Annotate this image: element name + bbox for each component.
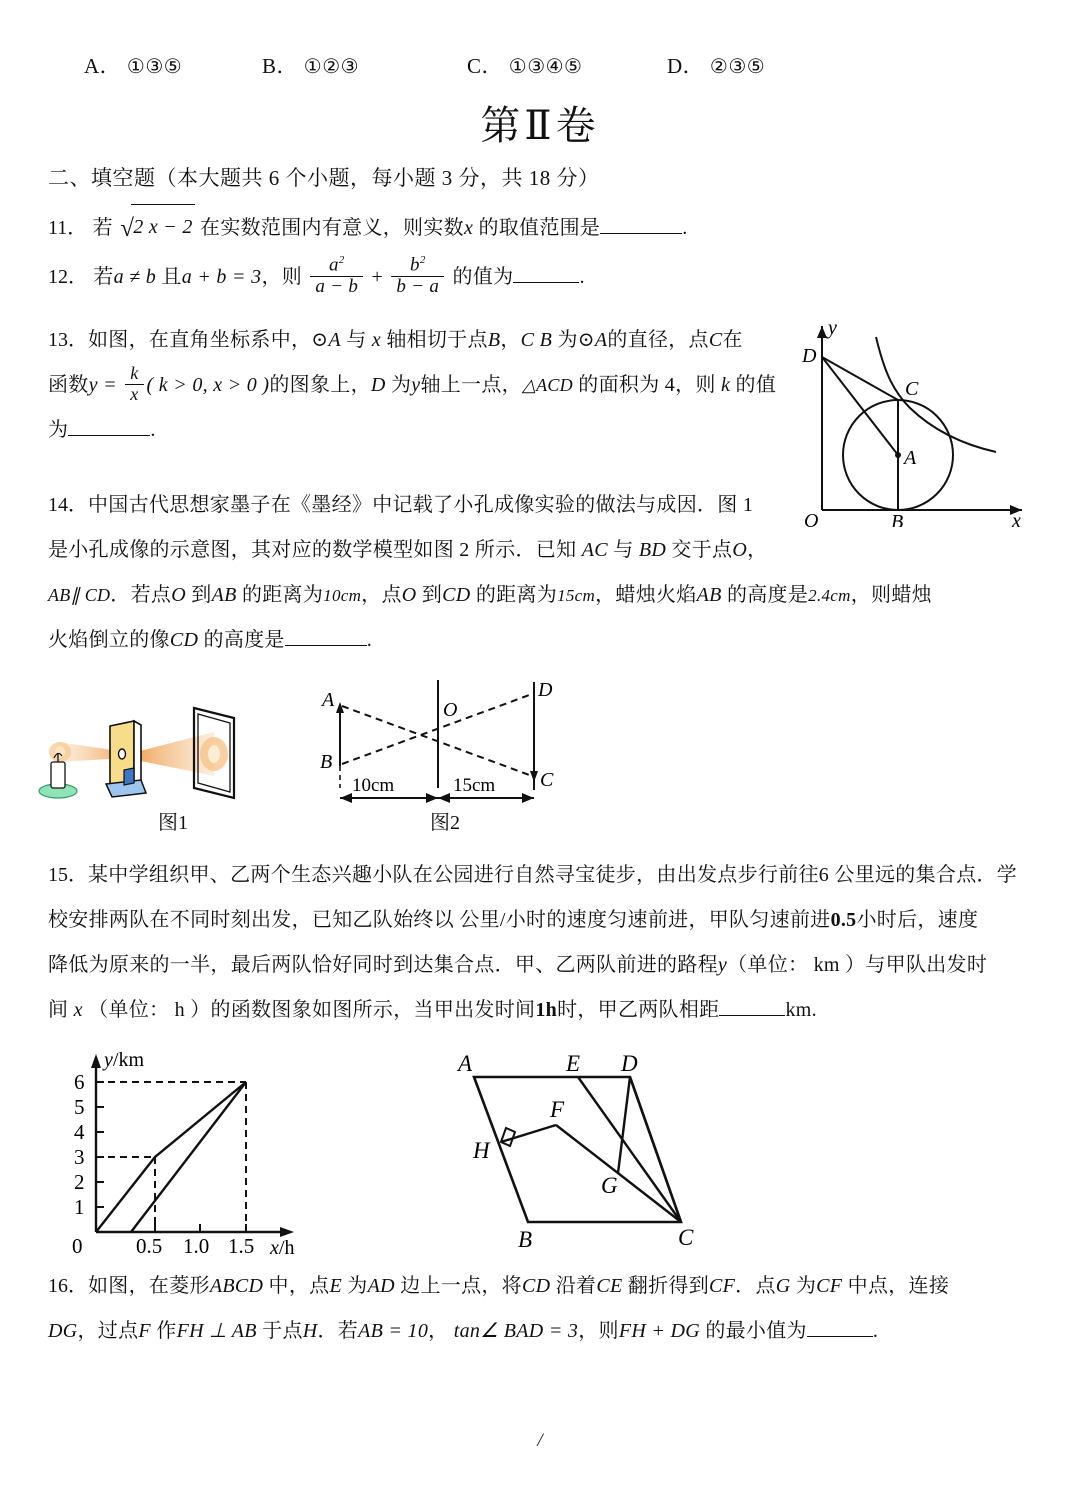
q14-O: O xyxy=(732,539,748,561)
q15-t5: （单位： km ）与甲队出发时 xyxy=(727,954,988,976)
q16-t14: ， xyxy=(428,1320,449,1342)
ytick-6: 6 xyxy=(74,1070,85,1094)
question-15-line-1 xyxy=(48,853,1038,898)
q14-t2: 是小孔成像的示意图，其对应的数学模型如图 2 所示．已知 xyxy=(48,539,577,561)
q16-F: F xyxy=(138,1320,151,1342)
svg-text:10cm: 10cm xyxy=(352,775,395,796)
figure-q15-distance-time-chart xyxy=(38,1042,328,1257)
label-H: H xyxy=(473,1138,490,1163)
q14-t3: 与 xyxy=(613,539,634,561)
question-13 xyxy=(48,318,808,453)
q13-condition: ( k > 0, x > 0 ) xyxy=(146,374,270,396)
choice-c[interactable] xyxy=(467,50,667,80)
question-14-line-1 xyxy=(48,483,818,528)
q16-t13: ．若 xyxy=(317,1320,359,1342)
square-root-expression: √2 x − 2 xyxy=(118,205,195,251)
question-11-variable: x xyxy=(463,217,474,239)
q14-t14: ，则蜡烛 xyxy=(850,584,932,606)
series-jia xyxy=(96,1082,246,1232)
q16-t2: 中，点 xyxy=(268,1275,330,1297)
question-16 xyxy=(48,1264,1038,1354)
ytick-3: 3 xyxy=(74,1145,85,1169)
choice-d[interactable] xyxy=(667,50,847,80)
q15-t2: 校安排两队在不同时刻出发，已知乙队始终以 公里/小时的速度匀速前进，甲队匀速前进 xyxy=(48,909,831,931)
question-12-text-4: 的值为 xyxy=(452,266,514,288)
choice-c-label: C． xyxy=(467,54,504,78)
label-A: A xyxy=(458,1051,473,1076)
question-15-number: 15． xyxy=(48,864,88,886)
q15-t6: 间 xyxy=(48,999,69,1021)
question-15-line-4 xyxy=(48,988,1038,1033)
answer-blank-15[interactable] xyxy=(719,1015,785,1016)
choice-a-value: ①③⑤ xyxy=(126,56,183,78)
q13-B: B xyxy=(487,329,501,351)
page-title: 第Ⅱ卷 xyxy=(480,103,600,149)
q16-t11: 作 xyxy=(156,1320,177,1342)
q13-t8: 函数 xyxy=(48,374,89,396)
q13-t10: 为 xyxy=(390,374,412,396)
figure-1-caption: 图1 xyxy=(158,812,188,834)
question-14-line-2 xyxy=(48,528,1038,573)
q14-AC: AC xyxy=(581,539,608,561)
ytick-2: 2 xyxy=(74,1170,85,1194)
q13-t13: 的值 xyxy=(735,374,777,396)
question-11-period: . xyxy=(682,217,688,239)
svg-text:y: y xyxy=(828,317,837,339)
section-heading: 二、填空题（本大题共 6 个小题，每小题 3 分，共 18 分） xyxy=(48,166,600,190)
choice-d-value: ②③⑤ xyxy=(709,56,766,78)
q14-O2: O xyxy=(171,584,186,606)
q16-G: G xyxy=(775,1275,791,1297)
q14-t1: 中国古代思想家墨子在《墨经》中记载了小孔成像实验的做法与成因．图 1 xyxy=(88,494,754,516)
q16-t9: 中点，连接 xyxy=(847,1275,950,1297)
q13-circle-A2: A xyxy=(594,329,608,351)
q15-t3: 小时后，速度 xyxy=(856,909,979,931)
svg-text:x: x xyxy=(1012,510,1021,527)
q15-duration: 0.5 xyxy=(830,909,857,931)
question-11-text-3: 的取值范围是 xyxy=(478,217,601,239)
answer-blank-12[interactable] xyxy=(513,282,579,283)
q13-D: D xyxy=(370,374,386,396)
ytick-4: 4 xyxy=(74,1120,85,1144)
question-12 xyxy=(48,255,1028,300)
answer-blank-16[interactable] xyxy=(807,1336,873,1337)
q15-t1: 某中学组织甲、乙两个生态兴趣小队在公园进行自然寻宝徒步，由出发点步行前往6 公里远的集合点．学 xyxy=(88,864,1018,886)
label-C: C xyxy=(678,1225,694,1250)
question-16-line-2 xyxy=(48,1309,1038,1354)
q16-FH-perp-AB: FH ⊥ AB xyxy=(176,1320,257,1342)
answer-blank-11[interactable] xyxy=(600,233,682,234)
q14-CD: CD xyxy=(442,584,471,606)
q13-circle-A: A xyxy=(328,329,341,351)
q16-t7: ．点 xyxy=(735,1275,776,1297)
question-11 xyxy=(48,205,1028,251)
xtick-0: 0 xyxy=(72,1234,83,1257)
q16-t5: 沿着 xyxy=(555,1275,597,1297)
question-12-text-3: ，则 xyxy=(261,266,303,288)
question-13-number: 13． xyxy=(48,329,88,351)
question-12-number: 12． xyxy=(48,266,88,288)
q16-AD: AD xyxy=(367,1275,395,1297)
plus-sign: + xyxy=(371,266,384,288)
svg-text:D: D xyxy=(538,679,553,701)
q14-AB2: AB xyxy=(696,584,722,606)
q16-t4: 边上一点，将 xyxy=(400,1275,522,1297)
question-11-number: 11． xyxy=(48,217,88,239)
choice-a-label: A． xyxy=(84,54,122,78)
q16-period: . xyxy=(872,1320,879,1342)
q15-time: 1h xyxy=(535,999,558,1021)
q16-t15: ，则 xyxy=(578,1320,619,1342)
fraction-x-denominator: x xyxy=(125,384,143,404)
q14-distance-2: 15cm xyxy=(557,586,596,605)
q16-t10: ，过点 xyxy=(77,1320,139,1342)
fraction-2-numerator: $b^2$ xyxy=(410,254,426,276)
q16-tan-value: tan∠ BAD = 3 xyxy=(453,1320,579,1342)
q14-distance-1: 10cm xyxy=(323,586,362,605)
q16-CD: CD xyxy=(522,1275,551,1297)
svg-text:A: A xyxy=(904,447,917,469)
fraction-2-denominator: b − a xyxy=(391,276,444,298)
q14-t13: 的高度是 xyxy=(726,584,809,606)
page-footer: / xyxy=(537,1430,543,1451)
q14-O3: O xyxy=(401,584,417,606)
q16-DG: DG xyxy=(48,1320,78,1342)
svg-text:B: B xyxy=(891,511,904,527)
q16-H: H xyxy=(302,1320,318,1342)
q13-t4: ， xyxy=(500,329,521,351)
ytick-1: 1 xyxy=(74,1195,85,1219)
xtick-10: 1.0 xyxy=(183,1234,210,1257)
q13-x: x xyxy=(371,329,382,351)
figure-2-geometric-model xyxy=(310,668,580,834)
question-13-line-3 xyxy=(48,408,808,453)
q13-t2: 与 xyxy=(346,329,367,351)
question-11-text-2: 在实数范围内有意义，则实数 xyxy=(200,217,464,239)
question-12-period: . xyxy=(579,266,585,288)
fraction-k-over-x xyxy=(125,364,143,404)
question-14 xyxy=(48,483,1038,663)
q14-AB-parallel-CD: AB∥ CD xyxy=(48,585,111,605)
q16-t1: 如图，在菱形 xyxy=(88,1275,210,1297)
ytick-5: 5 xyxy=(74,1095,85,1119)
q14-t5: ， xyxy=(747,539,768,561)
q14-t10: 到 xyxy=(421,584,443,606)
q13-t11: 轴上一点， xyxy=(420,374,522,396)
question-12-condition-2: a + b = 3 xyxy=(181,266,262,288)
fraction-b-squared-over-b-minus-a xyxy=(391,255,444,297)
question-13-line-2 xyxy=(48,363,808,408)
svg-text:B: B xyxy=(320,751,333,773)
radicand: 2 x − 2 xyxy=(131,204,194,250)
figure-2-caption: 图2 xyxy=(430,812,460,834)
label-G: G xyxy=(601,1173,618,1198)
q15-x: x xyxy=(73,999,83,1021)
question-14-line-4 xyxy=(48,618,1038,663)
q13-t9: 的图象上， xyxy=(269,374,371,396)
q16-t3: 为 xyxy=(347,1275,368,1297)
q15-period: . xyxy=(811,999,817,1021)
question-16-line-1 xyxy=(48,1264,1038,1309)
q13-t1: 如图，在直角坐标系中，⊙ xyxy=(88,329,329,351)
label-F: F xyxy=(550,1097,565,1122)
q16-t12: 于点 xyxy=(262,1320,303,1342)
fraction-1-numerator: $a^2$ xyxy=(328,254,345,276)
svg-text:C: C xyxy=(905,378,919,400)
q14-t4: 交于点 xyxy=(671,539,733,561)
svg-text:D: D xyxy=(802,345,817,367)
q16-E: E xyxy=(329,1275,342,1297)
q14-t7: 到 xyxy=(191,584,212,606)
question-13-line-1 xyxy=(48,318,808,363)
q16-CE: CE xyxy=(596,1275,623,1297)
q16-CF: CF xyxy=(709,1275,736,1297)
q16-t8: 为 xyxy=(795,1275,817,1297)
q13-CB: C B xyxy=(520,329,553,351)
question-14-number: 14． xyxy=(48,494,88,516)
q13-t12: 的面积为 4，则 xyxy=(578,374,716,396)
choice-b-value: ①②③ xyxy=(303,56,360,78)
q14-height: 2.4cm xyxy=(808,586,851,605)
q15-y: y xyxy=(717,954,728,976)
q13-y: y xyxy=(411,374,421,396)
q14-t12: ，蜡烛火焰 xyxy=(595,584,697,606)
question-12-condition-1: a ≠ b xyxy=(113,266,157,288)
label-D: D xyxy=(621,1051,638,1076)
q14-period: . xyxy=(366,629,373,651)
svg-text:O: O xyxy=(443,699,458,721)
q13-k: k xyxy=(721,374,731,396)
fraction-k-numerator: k xyxy=(130,363,139,384)
fraction-a-squared-over-a-minus-b xyxy=(310,255,363,297)
choice-b-label: B． xyxy=(262,54,299,78)
q16-t16: 的最小值为 xyxy=(705,1320,807,1342)
question-15-line-2 xyxy=(48,898,1038,943)
fraction-1-denominator: a − b xyxy=(310,276,363,298)
figure-q16-rhombus-fold xyxy=(438,1045,713,1265)
q15-t7: （单位： h ）的函数图象如图所示，当甲出发时间 xyxy=(88,999,536,1021)
question-12-text-1: 若 xyxy=(93,266,114,288)
label-B: B xyxy=(518,1227,533,1252)
svg-text:O: O xyxy=(804,510,819,527)
question-12-text-2: 且 xyxy=(161,266,182,288)
q14-t8: 的距离为 xyxy=(241,584,324,606)
choice-b[interactable] xyxy=(262,50,467,80)
figure-1-pinhole-camera xyxy=(38,690,288,834)
q14-t9: ，点 xyxy=(361,584,402,606)
q14-t16: 的高度是 xyxy=(203,629,285,651)
q13-period: . xyxy=(150,419,156,441)
y-axis-label: y/km xyxy=(104,1049,145,1071)
question-14-line-3 xyxy=(48,573,1038,618)
q13-t3: 轴相切于点 xyxy=(386,329,488,351)
svg-text:A: A xyxy=(322,689,335,711)
q16-AB-value: AB = 10 xyxy=(358,1320,429,1342)
q13-triangle-ACD: △ACD xyxy=(521,375,573,395)
question-15-line-3 xyxy=(48,943,1038,988)
question-11-text-1: 若 xyxy=(92,217,113,239)
q15-t4: 降低为原来的一半，最后两队恰好同时到达集合点．甲、乙两队前进的路程 xyxy=(48,954,718,976)
q14-t11: 的距离为 xyxy=(475,584,558,606)
q14-BD: BD xyxy=(638,539,667,561)
q13-t5: 为⊙ xyxy=(557,329,595,351)
question-15 xyxy=(48,853,1038,1033)
q14-CD2: CD xyxy=(169,629,199,651)
q13-t14: 为 xyxy=(48,419,69,441)
q16-sum-expression: FH + DG xyxy=(618,1320,700,1342)
q16-CF2: CF xyxy=(816,1275,843,1297)
choice-c-value: ①③④⑤ xyxy=(508,56,583,78)
q14-AB: AB xyxy=(211,584,237,606)
label-E: E xyxy=(566,1051,581,1076)
q16-ABCD: ABCD xyxy=(209,1275,264,1297)
q16-t6: 翻折得到 xyxy=(627,1275,709,1297)
answer-blank-13[interactable] xyxy=(68,435,150,436)
q14-t6: ．若点 xyxy=(110,584,172,606)
q15-unit: km xyxy=(785,999,812,1021)
svg-text:C: C xyxy=(540,769,554,791)
xtick-15: 1.5 xyxy=(228,1234,255,1257)
x-axis-label: x/h xyxy=(270,1237,295,1257)
xtick-05: 0.5 xyxy=(136,1234,163,1257)
q13-C: C xyxy=(708,329,723,351)
q14-t15: 火焰倒立的像 xyxy=(48,629,170,651)
question-16-number: 16． xyxy=(48,1275,88,1297)
q15-t8: 时，甲乙两队相距 xyxy=(557,999,720,1021)
q13-t6: 的直径，点 xyxy=(607,329,709,351)
choice-a[interactable] xyxy=(84,50,262,80)
choice-d-label: D． xyxy=(667,54,705,78)
q13-eq-y: y = xyxy=(88,374,117,396)
svg-text:15cm: 15cm xyxy=(453,775,496,796)
choice-row xyxy=(84,50,1004,84)
answer-blank-14[interactable] xyxy=(285,645,367,646)
q13-t7: 在 xyxy=(722,329,743,351)
